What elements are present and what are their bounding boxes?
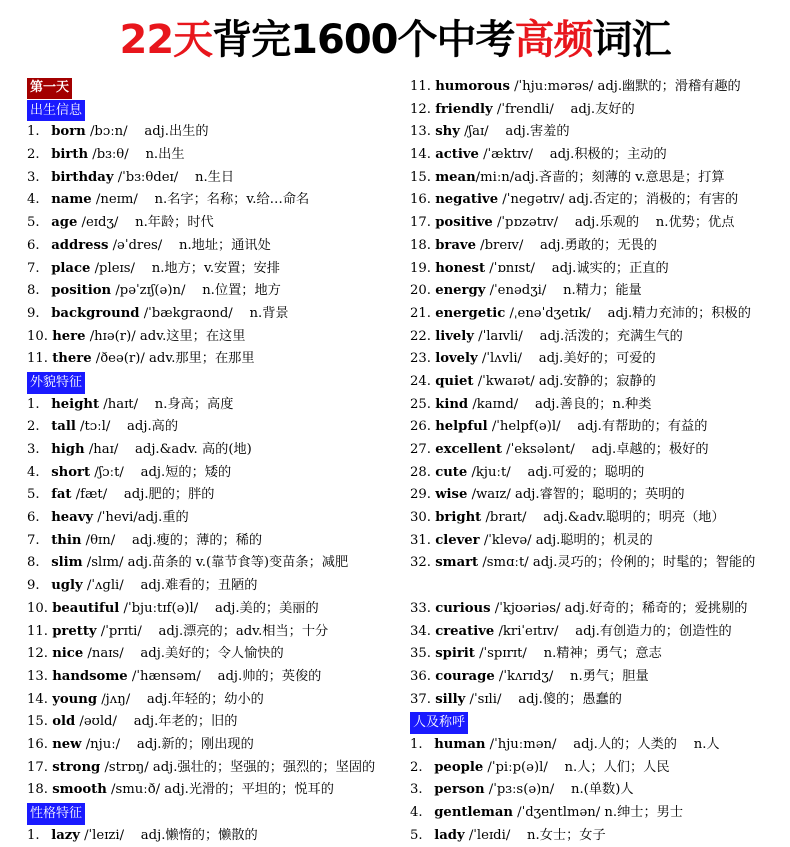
entry-definition: /ˈhænsəm/ adj.帅的；英俊的 — [127, 668, 322, 684]
entry-number: 22. — [410, 328, 431, 344]
vocab-entry — [410, 258, 780, 281]
entry-definition: /smɑːt/ adj.灵巧的；伶俐的；时髦的；智能的 — [478, 555, 756, 571]
entry-word: lovely — [435, 351, 478, 367]
entry-number: 9. — [27, 578, 40, 594]
entry-definition: /neɪm/ n.名字；名称；v.给…命名 — [91, 192, 310, 208]
entry-word: lazy — [51, 827, 80, 843]
entry-definition: /ðeə(r)/ adv.那里；在那里 — [91, 351, 255, 367]
entry-number: 17. — [410, 215, 431, 231]
entry-number: 9. — [27, 305, 40, 321]
vocab-entry — [27, 507, 392, 530]
entry-number: 15. — [410, 169, 431, 185]
entry-word: slim — [51, 555, 83, 571]
vocab-entry — [410, 439, 780, 462]
vocab-entry — [27, 666, 392, 689]
entry-word: beautiful — [52, 600, 120, 616]
entry-word: silly — [435, 691, 466, 707]
vocab-entry — [27, 212, 392, 235]
entry-number: 16. — [27, 736, 48, 752]
entry-word: positive — [435, 215, 493, 231]
vocab-entry — [410, 235, 780, 258]
entry-number: 14. — [410, 147, 431, 163]
vocab-entry — [410, 507, 780, 530]
entry-number: 29. — [410, 487, 431, 503]
entry-word: helpful — [435, 419, 488, 435]
entry-definition: /kriˈeɪtɪv/ adj.有创造力的；创造性的 — [494, 623, 732, 639]
entry-definition: /miːn/adj.吝啬的；刻薄的 v.意思是；打算 — [475, 169, 725, 185]
section-heading: 性格特征 — [27, 803, 85, 825]
entry-number: 34. — [410, 623, 431, 639]
vocab-entry — [410, 462, 780, 485]
entry-word: new — [52, 736, 82, 752]
entry-number: 27. — [410, 442, 431, 457]
entry-word: birthday — [51, 169, 114, 185]
vocab-entry — [27, 825, 392, 847]
entry-word: handsome — [52, 668, 128, 684]
entry-word: height — [51, 396, 100, 412]
vocab-entry — [410, 779, 780, 802]
vocab-entry — [410, 212, 780, 235]
entry-definition: /ˈhevi/adj.重的 — [93, 510, 189, 526]
vocab-entry — [410, 757, 780, 780]
vocab-entry — [27, 779, 392, 802]
entry-word: lady — [434, 827, 465, 843]
vocab-entry — [410, 530, 780, 553]
vocab-entry — [27, 598, 392, 621]
entry-word: there — [52, 351, 92, 367]
entry-definition: /pəˈzɪʃ(ə)n/ n.位置；地方 — [111, 283, 281, 299]
entry-definition: /haɪ/ adj.&adv. 高的(地) — [84, 442, 252, 457]
entry-definition: /ˈbækɡraʊnd/ n.背景 — [139, 305, 289, 321]
vocab-entry — [410, 394, 780, 417]
entry-number: 13. — [410, 124, 431, 140]
entry-number: 5. — [410, 827, 423, 843]
vocab-entry — [410, 643, 780, 666]
vocab-entry — [27, 530, 392, 553]
entry-number: 1. — [410, 736, 423, 752]
vocab-entry — [27, 462, 392, 485]
vocab-entry — [27, 144, 392, 167]
vocab-entry — [410, 825, 780, 847]
vocab-entry — [410, 189, 780, 212]
entry-number: 10. — [27, 600, 48, 616]
entry-number: 19. — [410, 260, 431, 276]
section-heading: 出生信息 — [27, 100, 85, 122]
title-highlight: 高频 — [514, 17, 593, 63]
entry-word: courage — [435, 668, 495, 684]
entry-definition: /ˈpɒzətɪv/ adj.乐观的 n.优势；优点 — [492, 215, 735, 231]
entry-number: 2. — [410, 759, 423, 775]
entry-word: name — [51, 192, 92, 208]
entry-definition: /θɪn/ adj.瘦的；薄的；稀的 — [81, 532, 263, 548]
vocab-entry — [27, 757, 392, 780]
entry-word: address — [51, 237, 109, 253]
entry-definition: /pleɪs/ n.地方；v.安置；安排 — [90, 260, 280, 276]
vocab-entry — [27, 348, 392, 371]
title-middle: 背完1600个中考 — [212, 17, 515, 63]
entry-definition: /ˈɒnɪst/ adj.诚实的；正直的 — [485, 260, 669, 276]
entry-definition: /ˈbjuːtɪf(ə)l/ adj.美的；美丽的 — [119, 600, 319, 616]
vocab-entry — [27, 439, 392, 462]
entry-word: old — [52, 714, 76, 730]
entry-number: 28. — [410, 464, 431, 480]
entry-definition: /bɜːθ/ n.出生 — [88, 147, 185, 163]
entry-word: negative — [435, 192, 499, 208]
entry-word: gentleman — [434, 805, 513, 821]
entry-word: shy — [435, 124, 460, 140]
entry-number: 30. — [410, 510, 431, 526]
entry-word: position — [51, 283, 112, 299]
entry-word: human — [434, 736, 486, 752]
vocab-entry — [27, 575, 392, 598]
entry-definition: /ˈlaɪvli/ adj.活泼的；充满生气的 — [473, 328, 683, 344]
vocab-entry — [410, 76, 780, 99]
vocab-entry — [27, 711, 392, 734]
vocab-entry — [410, 144, 780, 167]
entry-definition: /ˈhelpf(ə)l/ adj.有帮助的；有益的 — [487, 419, 708, 435]
entry-definition: /əˈdres/ n.地址；通讯处 — [108, 237, 271, 253]
entry-word: humorous — [435, 79, 510, 94]
entry-word: honest — [435, 260, 486, 276]
vocab-entry — [27, 484, 392, 507]
entry-number: 5. — [27, 215, 40, 231]
vocab-entry — [27, 121, 392, 144]
entry-word: heavy — [51, 510, 94, 526]
vocab-entry — [27, 280, 392, 303]
entry-word: born — [51, 124, 86, 140]
entry-number: 11. — [27, 623, 48, 639]
vocab-entry — [27, 734, 392, 757]
entry-definition: /braɪt/ adj.&adv.聪明的；明亮（地） — [481, 510, 725, 526]
entry-number: 16. — [410, 192, 431, 208]
vocab-entry — [27, 258, 392, 281]
entry-definition: /ˈsɪli/ adj.傻的；愚蠢的 — [465, 691, 622, 707]
entry-number: 18. — [27, 782, 48, 798]
entry-number: 7. — [27, 260, 40, 276]
entry-number: 1. — [27, 827, 40, 843]
entry-word: here — [52, 328, 86, 344]
entry-definition: /ˈpɜːs(ə)n/ n.(单数)人 — [484, 782, 634, 798]
entry-number: 10. — [27, 328, 48, 344]
entry-number: 37. — [410, 691, 431, 707]
entry-word: person — [434, 782, 485, 798]
entry-number: 31. — [410, 532, 431, 548]
entry-number: 6. — [27, 510, 40, 526]
vocab-entry — [27, 235, 392, 258]
entry-number: 15. — [27, 714, 48, 730]
day-heading: 第一天 — [27, 78, 72, 99]
entry-word: energy — [435, 283, 486, 299]
vocab-entry — [410, 689, 780, 712]
entry-definition: /ˈbɜːθdeɪ/ n.生日 — [113, 169, 235, 185]
vocab-entry — [27, 643, 392, 666]
vocab-entry — [27, 689, 392, 712]
entry-number: 26. — [410, 419, 431, 435]
entry-word: kind — [435, 396, 469, 412]
vocab-entry — [410, 371, 780, 394]
entry-word: people — [434, 759, 484, 775]
entry-definition: /ˈkjʊəriəs/ adj.好奇的；稀奇的；爱挑剔的 — [490, 600, 748, 616]
entry-definition: /ʃaɪ/ adj.害羞的 — [459, 124, 570, 140]
entry-word: lively — [435, 328, 474, 344]
section-heading-block — [410, 711, 780, 734]
entry-word: spirit — [435, 646, 475, 662]
entry-number: 24. — [410, 373, 431, 389]
section-heading: 人及称呼 — [410, 712, 468, 734]
entry-definition: /ˈæktɪv/ adj.积极的；主动的 — [478, 147, 667, 163]
entry-definition: /ˈleɪzi/ adj.懒惰的；懒散的 — [79, 827, 258, 843]
entry-word: smooth — [52, 782, 107, 798]
entry-word: birth — [51, 147, 89, 163]
entry-definition: /ˈkʌrɪdʒ/ n.勇气；胆量 — [494, 668, 649, 684]
entry-word: clever — [435, 532, 480, 548]
entry-definition: /ˈdʒentlmən/ n.绅士；男士 — [512, 805, 684, 821]
entry-number: 8. — [27, 283, 40, 299]
vocab-entry — [410, 303, 780, 326]
entry-number: 8. — [27, 555, 40, 571]
entry-word: bright — [435, 510, 482, 526]
entry-number: 1. — [27, 124, 40, 140]
page-title — [0, 14, 790, 66]
entry-number: 3. — [27, 442, 40, 457]
entry-number: 36. — [410, 668, 431, 684]
entry-number: 11. — [410, 79, 431, 94]
vocab-entry — [410, 734, 780, 757]
entry-number: 2. — [27, 147, 40, 163]
entry-number: 33. — [410, 600, 431, 616]
entry-definition: /ˈfrendli/ adj.友好的 — [492, 101, 635, 117]
entry-word: pretty — [52, 623, 97, 639]
entry-definition: /ˈhjuːmərəs/ adj.幽默的；滑稽有趣的 — [509, 79, 741, 94]
entry-definition: /ʃɔːt/ adj.短的；矮的 — [90, 464, 232, 480]
right-column — [410, 76, 780, 847]
entry-number: 1. — [27, 396, 40, 412]
entry-word: wise — [435, 487, 468, 503]
section-heading-block — [27, 99, 392, 122]
entry-number: 17. — [27, 759, 48, 775]
entry-number: 4. — [27, 464, 40, 480]
entry-number: 4. — [410, 805, 423, 821]
entry-number: 7. — [27, 532, 40, 548]
vocab-entry — [410, 484, 780, 507]
entry-definition: /ˈkwaɪət/ adj.安静的；寂静的 — [473, 373, 656, 389]
vocab-entry — [410, 416, 780, 439]
entry-word: thin — [51, 532, 82, 548]
vocab-entry — [410, 326, 780, 349]
entry-number: 21. — [410, 305, 431, 321]
entry-number: 4. — [27, 192, 40, 208]
entry-word: age — [51, 215, 78, 231]
entry-word: place — [51, 260, 91, 276]
vocab-entry — [27, 552, 392, 575]
entry-definition: /ˈlʌvli/ adj.美好的；可爱的 — [477, 351, 656, 367]
entry-definition: /jʌŋ/ adj.年轻的；幼小的 — [97, 691, 264, 707]
title-days: 22天 — [119, 17, 213, 63]
entry-number: 6. — [27, 237, 40, 253]
entry-word: cute — [435, 464, 468, 480]
entry-word: creative — [435, 623, 495, 639]
entry-number: 5. — [27, 487, 40, 503]
vocab-entry — [27, 394, 392, 417]
section-heading-block — [27, 802, 392, 825]
entry-definition: /eɪdʒ/ n.年龄；时代 — [77, 215, 214, 231]
vocab-entry — [410, 280, 780, 303]
entry-number: 11. — [27, 351, 48, 367]
vocab-entry — [410, 167, 780, 190]
entry-definition: /ˈneɡətɪv/ adj.否定的；消极的；有害的 — [498, 192, 739, 208]
entry-definition: /slɪm/ adj.苗条的 v.(靠节食等)变苗条；减肥 — [82, 555, 349, 571]
entry-word: mean — [435, 169, 476, 185]
vocab-entry — [410, 598, 780, 621]
entry-word: quiet — [435, 373, 474, 389]
vocab-entry — [410, 99, 780, 122]
entry-definition: /ˈeksələnt/ adj.卓越的；极好的 — [501, 442, 709, 457]
entry-definition: /ˈʌɡli/ adj.难看的；丑陋的 — [82, 578, 258, 594]
entry-definition: /naɪs/ adj.美好的；令人愉快的 — [83, 646, 284, 662]
entry-word: smart — [435, 555, 479, 571]
entry-word: high — [51, 442, 85, 457]
entry-definition: /ˈprɪti/ adj.漂亮的；adv.相当；十分 — [96, 623, 329, 639]
vocab-entry — [410, 802, 780, 825]
vocab-entry — [410, 348, 780, 371]
entry-number: 14. — [27, 691, 48, 707]
entry-number: 18. — [410, 237, 431, 253]
section-heading: 外貌特征 — [27, 372, 85, 394]
entry-word: excellent — [435, 442, 502, 457]
entry-word: friendly — [435, 101, 493, 117]
vocab-entry — [27, 167, 392, 190]
entry-definition: /kaɪnd/ adj.善良的；n.种类 — [468, 396, 652, 412]
entry-word: curious — [435, 600, 491, 616]
entry-word: nice — [52, 646, 84, 662]
entry-number: 32. — [410, 555, 431, 571]
entry-word: short — [51, 464, 91, 480]
entry-definition: /fæt/ adj.肥的；胖的 — [71, 487, 215, 503]
entry-definition: /waɪz/ adj.睿智的；聪明的；英明的 — [467, 487, 685, 503]
entry-definition: /bɔːn/ adj.出生的 — [85, 124, 209, 140]
day-heading-block — [27, 76, 392, 99]
entry-definition: /ˈspɪrɪt/ n.精神；勇气；意志 — [474, 646, 662, 662]
entry-number: 25. — [410, 396, 431, 412]
entry-word: fat — [51, 487, 72, 503]
vocab-entry — [410, 552, 780, 597]
vocab-entry — [410, 121, 780, 144]
section-heading-block — [27, 371, 392, 394]
entry-definition: /ˈklevə/ adj.聪明的；机灵的 — [479, 532, 653, 548]
entry-number: 2. — [27, 419, 40, 435]
left-column — [27, 76, 392, 847]
entry-number: 23. — [410, 351, 431, 367]
entry-definition: /ˈenədʒi/ n.精力；能量 — [485, 283, 642, 299]
vocab-entry — [27, 189, 392, 212]
entry-word: strong — [52, 759, 101, 775]
entry-word: background — [51, 305, 140, 321]
entry-definition: /ˈleɪdi/ n.女士；女子 — [464, 827, 606, 843]
entry-definition: /smuːð/ adj.光滑的；平坦的；悦耳的 — [106, 782, 334, 798]
entry-number: 20. — [410, 283, 431, 299]
entry-word: energetic — [435, 305, 506, 321]
entry-definition: /ˈpiːp(ə)l/ n.人；人们；人民 — [483, 759, 670, 775]
entry-number: 3. — [27, 169, 40, 185]
entry-word: ugly — [51, 578, 83, 594]
entry-definition: /ˈhjuːmən/ adj.人的；人类的 n.人 — [485, 736, 720, 752]
entry-definition: /breɪv/ adj.勇敢的；无畏的 — [475, 237, 657, 253]
entry-definition: /njuː/ adj.新的；刚出现的 — [81, 736, 254, 752]
entry-definition: /əʊld/ adj.年老的；旧的 — [75, 714, 238, 730]
entry-definition: /ˌenəˈdʒetɪk/ adj.精力充沛的；积极的 — [505, 305, 751, 321]
vocab-entry — [27, 326, 392, 349]
entry-definition: /strɒŋ/ adj.强壮的；坚强的；强烈的；坚固的 — [100, 759, 376, 775]
vocab-entry — [27, 416, 392, 439]
entry-number: 12. — [410, 101, 431, 117]
entry-number: 13. — [27, 668, 48, 684]
entry-definition: /tɔːl/ adj.高的 — [75, 419, 179, 435]
entry-word: active — [435, 147, 479, 163]
vocab-entry — [410, 666, 780, 689]
vocab-entry — [410, 621, 780, 644]
title-end: 词汇 — [592, 17, 671, 63]
vocab-entry — [27, 303, 392, 326]
entry-definition: /haɪt/ n.身高；高度 — [99, 396, 234, 412]
entry-word: tall — [51, 419, 76, 435]
entry-number: 3. — [410, 782, 423, 798]
vocab-entry — [27, 621, 392, 644]
entry-word: young — [52, 691, 98, 707]
entry-number: 12. — [27, 646, 48, 662]
entry-definition: /hɪə(r)/ adv.这里；在这里 — [85, 328, 246, 344]
entry-definition: /kjuːt/ adj.可爱的；聪明的 — [467, 464, 645, 480]
entry-word: brave — [435, 237, 476, 253]
entry-number: 35. — [410, 646, 431, 662]
